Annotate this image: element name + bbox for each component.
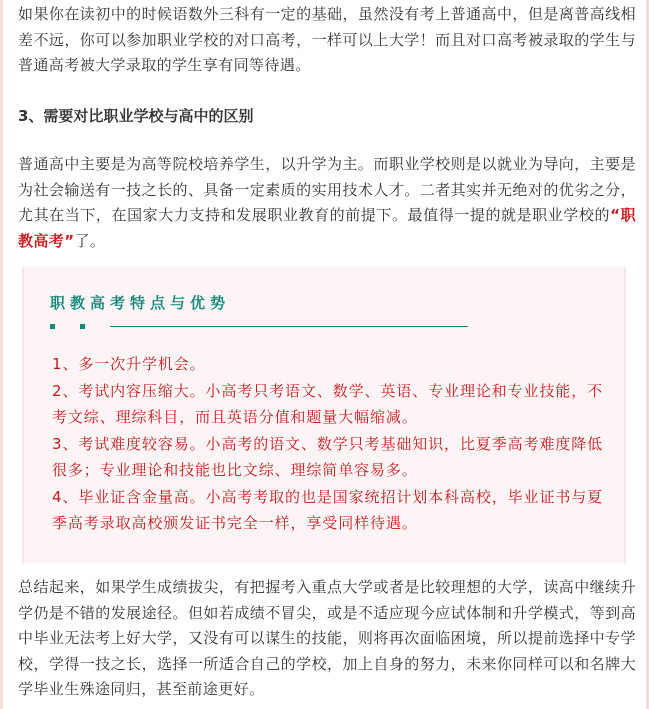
left-border-decoration bbox=[0, 0, 3, 709]
feature-item: 2、考试内容压缩大。小高考只考语文、数学、英语、专业理论和专业技能，不考文综、理综科目，而且英语分值和题量大幅缩减。 bbox=[52, 381, 604, 426]
decor-square-icon bbox=[80, 324, 85, 329]
feature-item: 1、多一次升学机会。 bbox=[52, 355, 206, 373]
vocational-exam-highlight: “职教高考” bbox=[18, 206, 636, 250]
feature-list bbox=[52, 351, 608, 537]
feature-box-title: 职教高考特点与优势 bbox=[50, 294, 231, 312]
feature-item: 3、考试难度较容易。小高考的语文、数学只考基础知识，比夏季高考难度降低很多；专业理论和技能也比文综、理综简单容易多。 bbox=[52, 434, 604, 479]
decor-square-icon bbox=[50, 324, 55, 329]
comparison-paragraph bbox=[18, 152, 636, 254]
conclusion-paragraph: 总结起来，如果学生成绩拔尖，有把握考入重点大学或者是比较理想的大学，读高中继续升学仍是不错的发展途径。但如若成绩不冒尖，或是不适应现今应试体制和升学模式，等到高中毕业无法考上好大学，又没有可以谋生的技能，则将再次面临困境，所以提前选择中专学校，学得一技之长，选择一所适合自己的学校，加上自身的努力，未来你同样可以和名牌大学毕业生殊途同归，甚至前途更好。 bbox=[18, 578, 636, 698]
comparison-text-end: 了。 bbox=[74, 231, 106, 250]
title-underline bbox=[110, 326, 468, 327]
comparison-text: 普通高中主要是为高等院校培养学生，以升学为主。而职业学校则是以就业为导向，主要是为社会输送有一技之长的、具备一定素质的实用技术人才。二者其实并无绝对的优劣之分，尤其在当下，在国家大力支持和发展职业教育的前提下。最值得一提的就是职业学校的 bbox=[18, 155, 636, 224]
section-heading: 3、需要对比职业学校与高中的区别 bbox=[18, 107, 254, 125]
intro-paragraph: 如果你在读初中的时候语数外三科有一定的基础，虽然没有考上普通高中，但是离普高线相差不远，你可以参加职业学校的对口高考，一样可以上大学！而且对口高考被录取的学生与普通高考被大学录取的学生享有同等待遇。 bbox=[18, 5, 636, 74]
feature-item: 4、毕业证含金量高。小高考考取的也是国家统招计划本科高校，毕业证书与夏季高考录取高校颁发证书完全一样，享受同样待遇。 bbox=[52, 487, 604, 532]
feature-box bbox=[22, 267, 626, 563]
